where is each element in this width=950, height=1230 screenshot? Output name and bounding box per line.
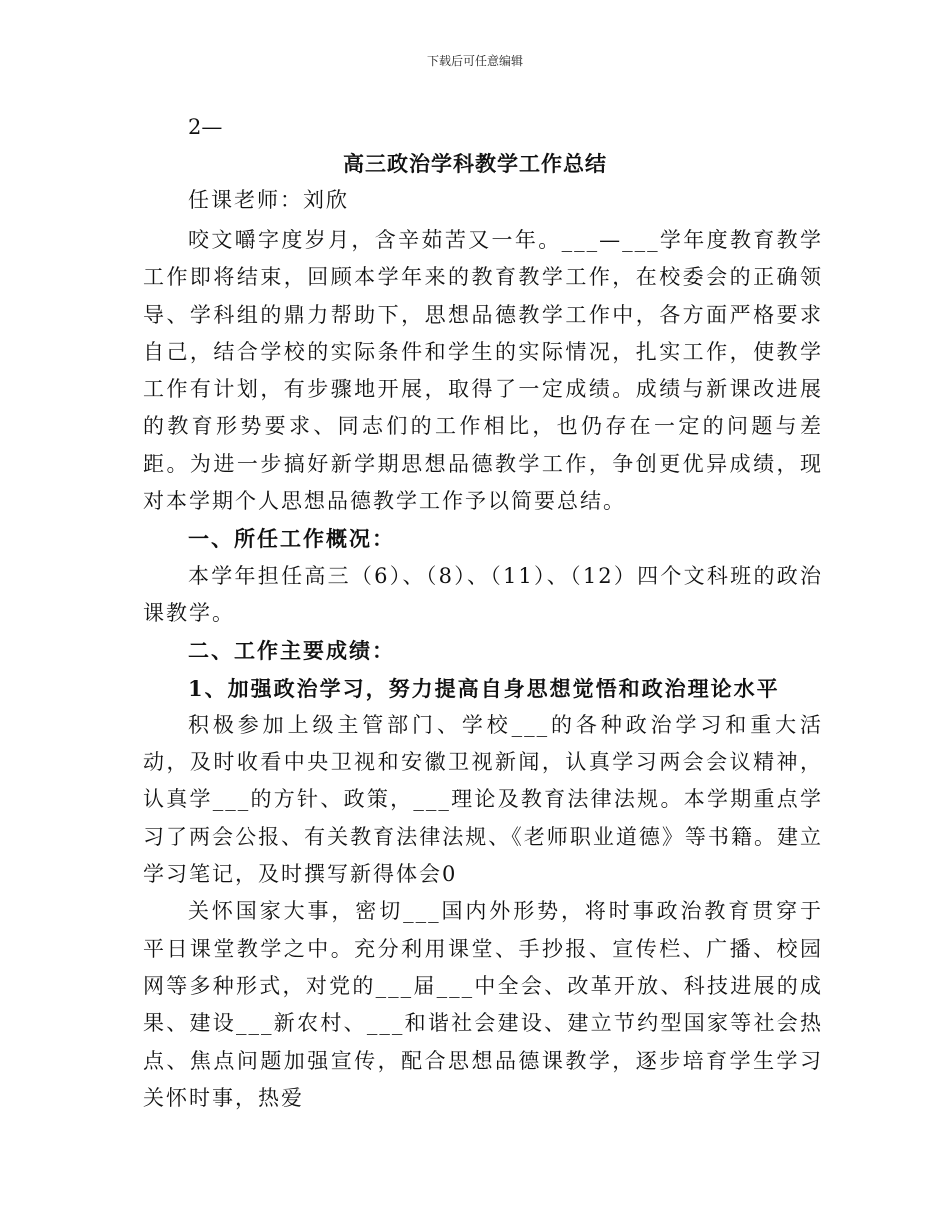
section-heading-work-overview: 一、所任工作概况：: [188, 526, 395, 552]
current-affairs-paragraph: 关怀国家大事，密切___国内外形势，将时事政治教育贯穿于平日课堂教学之中。充分利用课堂、手抄报、宣传栏、广播、校园网等多种形式，对党的___届___中全会、改革开放、科技进展的成果、建设___新农村、___和谐社会建设、建立节约型国家等社会热点、焦点问题加强宣传，配合思想品德课教学，逐步培育学生学习关怀时事，热爱: [143, 899, 823, 1110]
document-body: [143, 222, 823, 1117]
intro-paragraph: 咬文嚼字度岁月，含辛茹苦又一年。___—___学年度教育教学工作即将结束，回顾本学年来的教育教学工作，在校委会的正确领导、学科组的鼎力帮助下，思想品德教学工作中，各方面严格要求自己，结合学校的实际条件和学生的实际情况，扎实工作，使教学工作有计划，有步骤地开展，取得了一定成绩。成绩与新课改进展的教育形势要求、同志们的工作相比，也仍存在一定的问题与差距。为进一步搞好新学期思想品德教学工作，争创更优异成绩，现对本学期个人思想品德教学工作予以简要总结。: [143, 228, 823, 514]
header-note: 下载后可任意编辑: [426, 54, 523, 68]
political-study-paragraph: 积极参加上级主管部门、学校___的各种政治学习和重大活动，及时收看中央卫视和安徽卫视新闻，认真学习两会会议精神，认真学___的方针、政策，___理论及教育法律法规。本学期重点学习了两会公报、有关教育法律法规、《老师职业道德》等书籍。建立学习笔记，及时撰写新得体会0: [143, 712, 823, 887]
work-overview-paragraph: 本学年担任高三（6）、（8）、（11）、（12）四个文科班的政治课教学。: [143, 563, 823, 625]
section-heading-achievements: 二、工作主要成绩：: [188, 638, 395, 664]
page-marker: 2—: [188, 115, 223, 139]
document-title: 高三政治学科教学工作总结: [343, 151, 607, 176]
author-line: 任课老师：刘欣: [188, 188, 349, 212]
subsection-heading-political-study: 1、加强政治学习，努力提高自身思想觉悟和政治理论水平: [188, 675, 780, 701]
